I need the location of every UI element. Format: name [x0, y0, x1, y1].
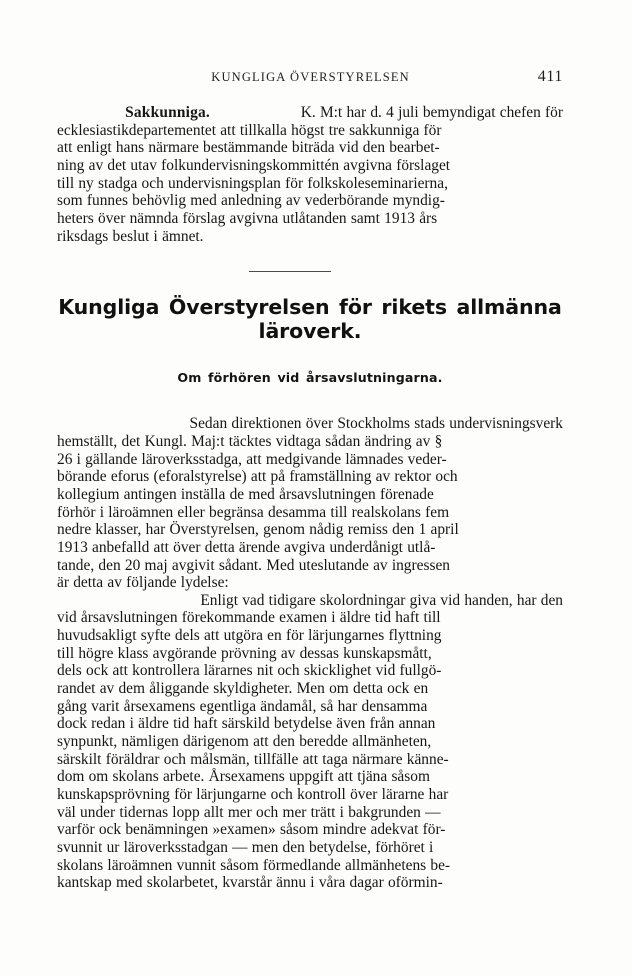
article-paragraph-1 — [57, 415, 563, 592]
text-line: heters över nämnda förslag avgivna utlåtanden samt 1913 års — [57, 209, 438, 227]
spacer — [57, 385, 563, 415]
text-line — [57, 415, 563, 433]
article-title: Kungliga Överstyrelsen för rikets allmänna läroverk. — [58, 295, 562, 344]
run-in-heading: Sakkunniga. — [125, 104, 210, 121]
running-head — [57, 70, 563, 104]
text-line: huvudsakligt syfte dels att utgöra en för lärjungarnes flyttning — [57, 627, 442, 645]
text-line: randet av dem åliggande skyldigheter. Men om detta ock en — [57, 680, 429, 698]
text-line: som funnes behövlig med anledning av vederbörande myndig- — [57, 192, 445, 210]
text-line: hemställt, det Kungl. Maj:t täcktes vidtaga sådan ändring av § — [57, 432, 443, 450]
text-line: 1913 anbefalld att över detta ärende avgiva underdånigt utlå- — [57, 538, 436, 556]
text-line: att enligt hans närmare bestämmande biträda vid den bearbet- — [57, 139, 440, 157]
horizontal-rule — [249, 271, 331, 272]
text-line: riksdags beslut i ämnet. — [57, 227, 204, 245]
text-line: tande, den 20 maj avgivit sådant. Med uteslutande av ingressen — [57, 556, 450, 574]
text-line: 26 i gällande läroverksstadga, att medgivande lämnades veder- — [57, 450, 447, 468]
section-divider — [57, 245, 563, 289]
article-subtitle: Om förhören vid årsavslutningarna. — [177, 370, 443, 386]
line-text: Enligt vad tidigare skolordningar giva vid handen, har den — [200, 591, 563, 609]
text-line: kollegium antingen inställa de med årsavslutningen förenade — [57, 485, 434, 503]
text-line: kantskap med skolarbetet, kvarstår ännu i våra dagar oförmin- — [57, 874, 443, 892]
text-line: vid årsavslutningen förekommande examen i äldre tid haft till — [57, 609, 441, 627]
text-line — [57, 104, 563, 122]
article-paragraph-2 — [57, 592, 563, 892]
line-text: K. M:t har d. 4 juli bemyndigat chefen för — [300, 104, 563, 121]
text-line — [57, 592, 563, 610]
text-line: är detta av följande lydelse: — [57, 574, 229, 592]
text-line: kunskapsprövning för lärjungarne och kontroll över lärarne har — [57, 786, 449, 804]
paragraph-sakkunniga — [57, 104, 563, 245]
text-line: ecklesiastikdepartementet att tillkalla högst tre sakkunniga för — [57, 121, 442, 139]
text-line: dom om skolans arbete. Årsexamens uppgift att tjäna såsom — [57, 768, 430, 786]
text-line: dels ock att kontrollera lärarnes nit och skicklighet vid fullgö- — [57, 662, 442, 680]
text-line: dock redan i äldre tid haft särskild betydelse även från annan — [57, 715, 436, 733]
text-line: förhör i läroämnen eller begränsa desamma till realskolans fem — [57, 503, 450, 521]
page-number: 411 — [537, 68, 563, 85]
text-line: ning av det utav folkundervisningskommittén avgivna förslaget — [57, 156, 451, 174]
text-line: svunnit ur läroverksstadgan — men den betydelse, förhöret i — [57, 839, 434, 856]
text-line: nedre klasser, har Överstyrelsen, genom nådig remiss den 1 april — [57, 521, 459, 539]
page-content — [57, 0, 563, 892]
text-line: väl under tidernas lopp allt mer och mer trätt i bakgrunden — — [57, 803, 441, 821]
text-line: gång varit årsexamens egentliga ändamål, så har densamma — [57, 697, 428, 715]
text-line: till ny stadga och undervisningsplan för folkskoleseminarierna, — [57, 174, 448, 192]
text-line: särskilt föräldrar och målsmän, tillfälle att taga närmare känne- — [57, 750, 449, 768]
text-line: börande eforus (eforalstyrelse) att på framställning av rektor och — [57, 468, 458, 486]
text-line: skolans läroämnen vunnit såsom förmedlande allmänhetens be- — [57, 856, 451, 874]
text-line: synpunkt, nämligen därigenom att den beredde allmänheten, — [57, 733, 432, 751]
text-line: till högre klass avgörande prövning av dessas kunskapsmått, — [57, 644, 432, 662]
running-head-title: KUNGLIGA ÖVERSTYRELSEN — [211, 70, 410, 84]
line-text: Sedan direktionen över Stockholms stads undervisningsverk — [189, 415, 563, 433]
text-line: varför ock benämningen »examen» såsom mindre adekvat för- — [57, 821, 446, 839]
